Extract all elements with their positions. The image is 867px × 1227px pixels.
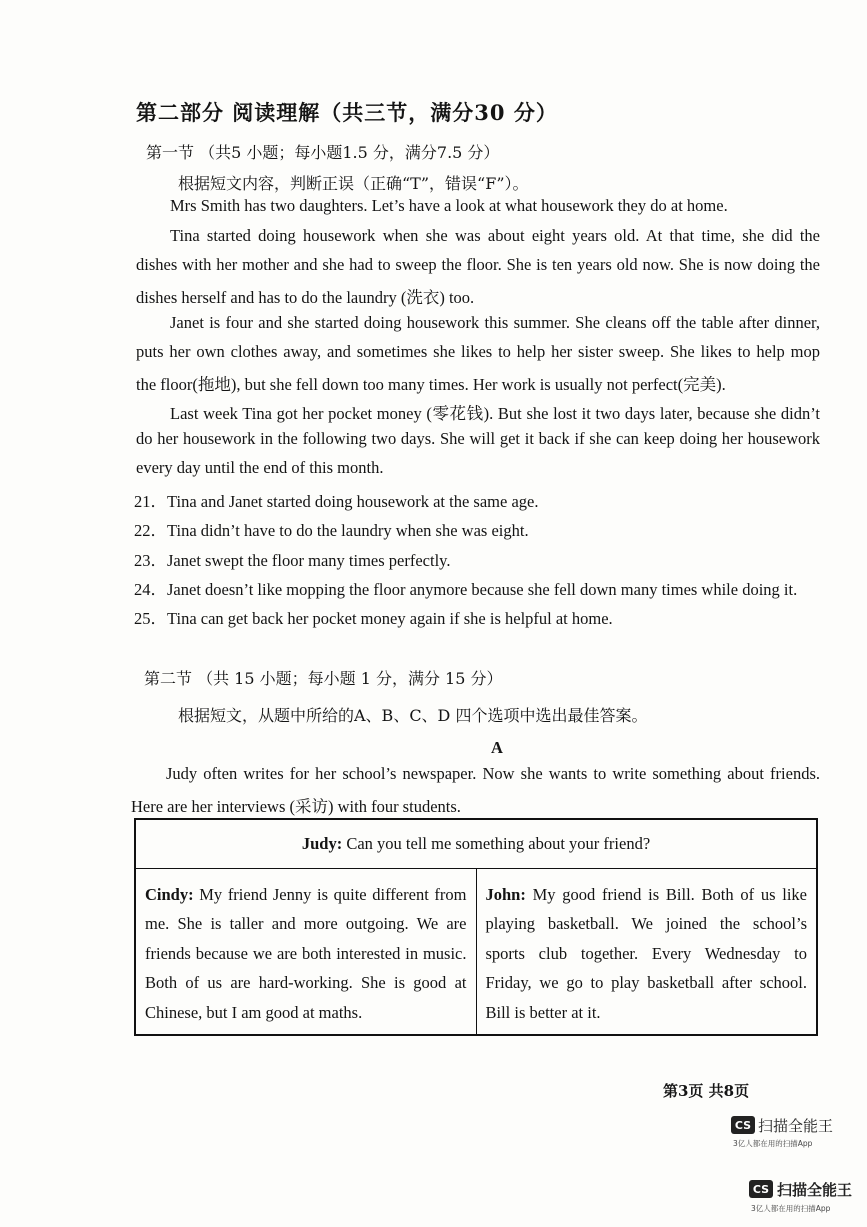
watermark-subtitle: 3亿人都在用的扫描App — [733, 1139, 813, 1148]
paragraph-line: Last week Tina got her pocket money (零花钱). But she lost it two days later, because she didn’t — [170, 404, 820, 423]
watermark-subtitle: 3亿人都在用的扫描App — [751, 1204, 831, 1213]
camscanner-logo-icon: CS — [731, 1116, 755, 1134]
question-item: 23．Janet swept the floor many times perfectly. — [134, 551, 451, 570]
paragraph-line: dishes with her mother and she had to sweep the floor. She is ten years old now. She is now doing the — [136, 255, 820, 274]
section2-instruction: 根据短文，从题中所给的A、B、C、D 四个选项中选出最佳答案。 — [178, 706, 648, 725]
paragraph-1: Mrs Smith has two daughters. Let’s have a look at what housework they do at home. — [170, 196, 728, 215]
paragraph-line: every day until the end of this month. — [136, 458, 384, 477]
passage-label: A — [491, 738, 503, 757]
paragraph-line: dishes herself and has to do the laundry (洗衣) too. — [136, 288, 475, 307]
question-item: 21．Tina and Janet started doing housework at the same age. — [134, 492, 539, 511]
question-item: 22．Tina didn’t have to do the laundry when she was eight. — [134, 521, 529, 540]
question-item: 25．Tina can get back her pocket money again if she is helpful at home. — [134, 609, 613, 628]
interview-table — [134, 818, 818, 1036]
paragraph-line: puts her own clothes away, and sometimes she likes to help her sister sweep. She likes to help mop — [136, 342, 820, 361]
answer-line: My good friend is Bill. Both of us like — [525, 885, 807, 904]
page-number: 第3页 共8页 — [663, 1082, 750, 1100]
paragraph-line: do her housework in the following two days. She will get it back if she can keep doing her housework — [136, 429, 820, 448]
section1-heading: 第一节 （共5 小题；每小题1.5 分，满分7.5 分） — [146, 143, 500, 162]
speaker-name: John: — [485, 885, 526, 904]
section1-instruction: 根据短文内容，判断正误（正确“T”，错误“F”）。 — [178, 174, 529, 193]
watermark-name: 扫描全能王 — [758, 1117, 834, 1135]
speaker-name: Cindy: — [145, 885, 194, 904]
interviewer-name: Judy: — [301, 834, 343, 853]
question-item: 24．Janet doesn’t like mopping the floor anymore because she fell down many times while doing it. — [134, 580, 798, 599]
paragraph-line: Here are her interviews (采访) with four students. — [131, 797, 461, 816]
interview-question: Can you tell me something about your friend? — [342, 834, 651, 853]
cindy-answer-cell — [135, 869, 476, 1036]
answer-line: friends because we are both interested in music. — [145, 943, 467, 963]
paragraph-line: the floor(拖地), but she fell down too many times. Her work is usually not perfect(完美). — [136, 375, 726, 394]
part-title: 第二部分 阅读理解（共三节，满分30 分） — [136, 100, 558, 125]
answer-line: playing basketball. We joined the school’s — [485, 914, 807, 934]
paragraph-line: Judy often writes for her school’s newspaper. Now she wants to write something about friends. — [166, 764, 820, 783]
answer-line: Friday, we go to play basketball after school. — [485, 973, 807, 993]
answer-line: me. She is taller and more outgoing. We are — [145, 914, 467, 934]
answer-line: Both of us are hard-working. She is good at — [145, 973, 467, 993]
answer-line: Chinese, but I am good at maths. — [145, 1002, 363, 1022]
answer-line: Bill is better at it. — [485, 1002, 601, 1022]
watermark-name: 扫描全能王 — [777, 1181, 853, 1199]
interview-question-cell — [135, 819, 817, 869]
paragraph-line: Janet is four and she started doing housework this summer. She cleans off the table after dinner, — [170, 313, 820, 332]
john-answer-cell — [476, 869, 817, 1036]
section2-heading: 第二节 （共 15 小题；每小题 1 分，满分 15 分） — [144, 669, 503, 688]
answer-line: sports club together. Every Wednesday to — [485, 943, 807, 963]
paragraph-line: Tina started doing housework when she was about eight years old. At that time, she did the — [170, 226, 820, 245]
answer-line: My friend Jenny is quite different from — [193, 885, 467, 904]
camscanner-logo-icon: CS — [749, 1180, 773, 1198]
